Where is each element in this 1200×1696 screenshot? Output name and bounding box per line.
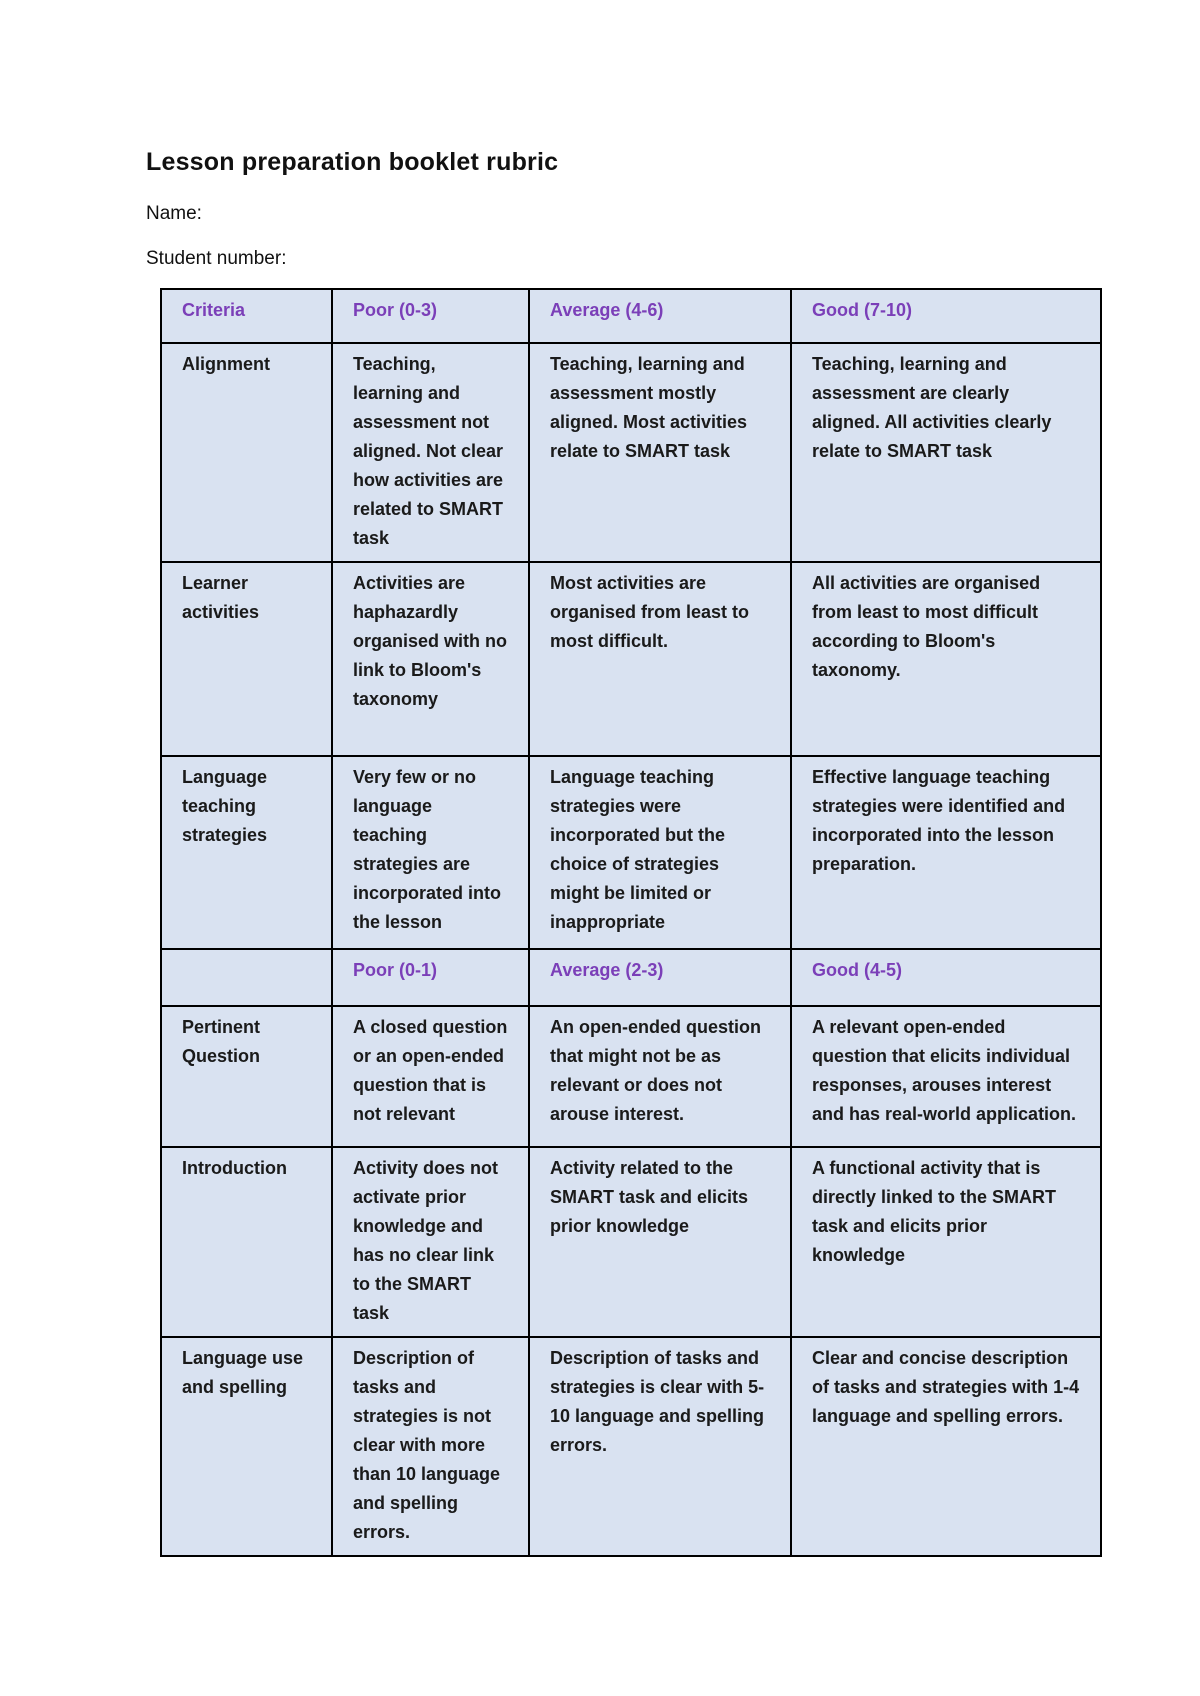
poor-cell: Activity does not activate prior knowledge and has no clear link to the SMART task [332, 1147, 529, 1337]
good-cell: A functional activity that is directly linked to the SMART task and elicits prior knowledge [791, 1147, 1101, 1337]
average-cell: Description of tasks and strategies is clear with 5-10 language and spelling errors. [529, 1337, 791, 1556]
poor-cell: Activities are haphazardly organised with no link to Bloom's taxonomy [332, 562, 529, 756]
poor-cell: Teaching, learning and assessment not aligned. Not clear how activities are related to SMART task [332, 343, 529, 562]
table-row [161, 1006, 1101, 1147]
criterion-cell: Language teaching strategies [161, 756, 332, 949]
subheader-good: Good (4-5) [791, 949, 1101, 1006]
average-cell: An open-ended question that might not be as relevant or does not arouse interest. [529, 1006, 791, 1147]
good-cell: Teaching, learning and assessment are clearly aligned. All activities clearly relate to SMART task [791, 343, 1101, 562]
criterion-cell: Learner activities [161, 562, 332, 756]
table-row [161, 756, 1101, 949]
subheader-average: Average (2-3) [529, 949, 791, 1006]
criterion-cell: Introduction [161, 1147, 332, 1337]
name-label: Name: [146, 203, 202, 224]
good-cell: A relevant open-ended question that elicits individual responses, arouses interest and has real-world application. [791, 1006, 1101, 1147]
table-row [161, 343, 1101, 562]
good-cell: Effective language teaching strategies were identified and incorporated into the lesson preparation. [791, 756, 1101, 949]
average-cell: Language teaching strategies were incorporated but the choice of strategies might be limited or inappropriate [529, 756, 791, 949]
subheader-empty [161, 949, 332, 1006]
poor-cell: A closed question or an open-ended question that is not relevant [332, 1006, 529, 1147]
table-row [161, 562, 1101, 756]
good-cell: Clear and concise description of tasks and strategies with 1-4 language and spelling errors. [791, 1337, 1101, 1556]
average-cell: Activity related to the SMART task and elicits prior knowledge [529, 1147, 791, 1337]
poor-cell: Very few or no language teaching strategies are incorporated into the lesson [332, 756, 529, 949]
table-subheader-row [161, 949, 1101, 1006]
poor-cell: Description of tasks and strategies is not clear with more than 10 language and spelling errors. [332, 1337, 529, 1556]
table-header-row [161, 289, 1101, 343]
page-title: Lesson preparation booklet rubric [146, 148, 559, 176]
good-cell: All activities are organised from least to most difficult according to Bloom's taxonomy. [791, 562, 1101, 756]
header-good: Good (7-10) [791, 289, 1101, 343]
subheader-poor: Poor (0-1) [332, 949, 529, 1006]
criterion-cell: Language use and spelling [161, 1337, 332, 1556]
criterion-cell: Alignment [161, 343, 332, 562]
average-cell: Most activities are organised from least to most difficult. [529, 562, 791, 756]
rubric-table [160, 288, 1102, 1557]
header-poor: Poor (0-3) [332, 289, 529, 343]
criterion-cell: Pertinent Question [161, 1006, 332, 1147]
table-row [161, 1147, 1101, 1337]
header-average: Average (4-6) [529, 289, 791, 343]
table-row [161, 1337, 1101, 1556]
average-cell: Teaching, learning and assessment mostly aligned. Most activities relate to SMART task [529, 343, 791, 562]
header-criteria: Criteria [161, 289, 332, 343]
student-number-label: Student number: [146, 248, 287, 269]
